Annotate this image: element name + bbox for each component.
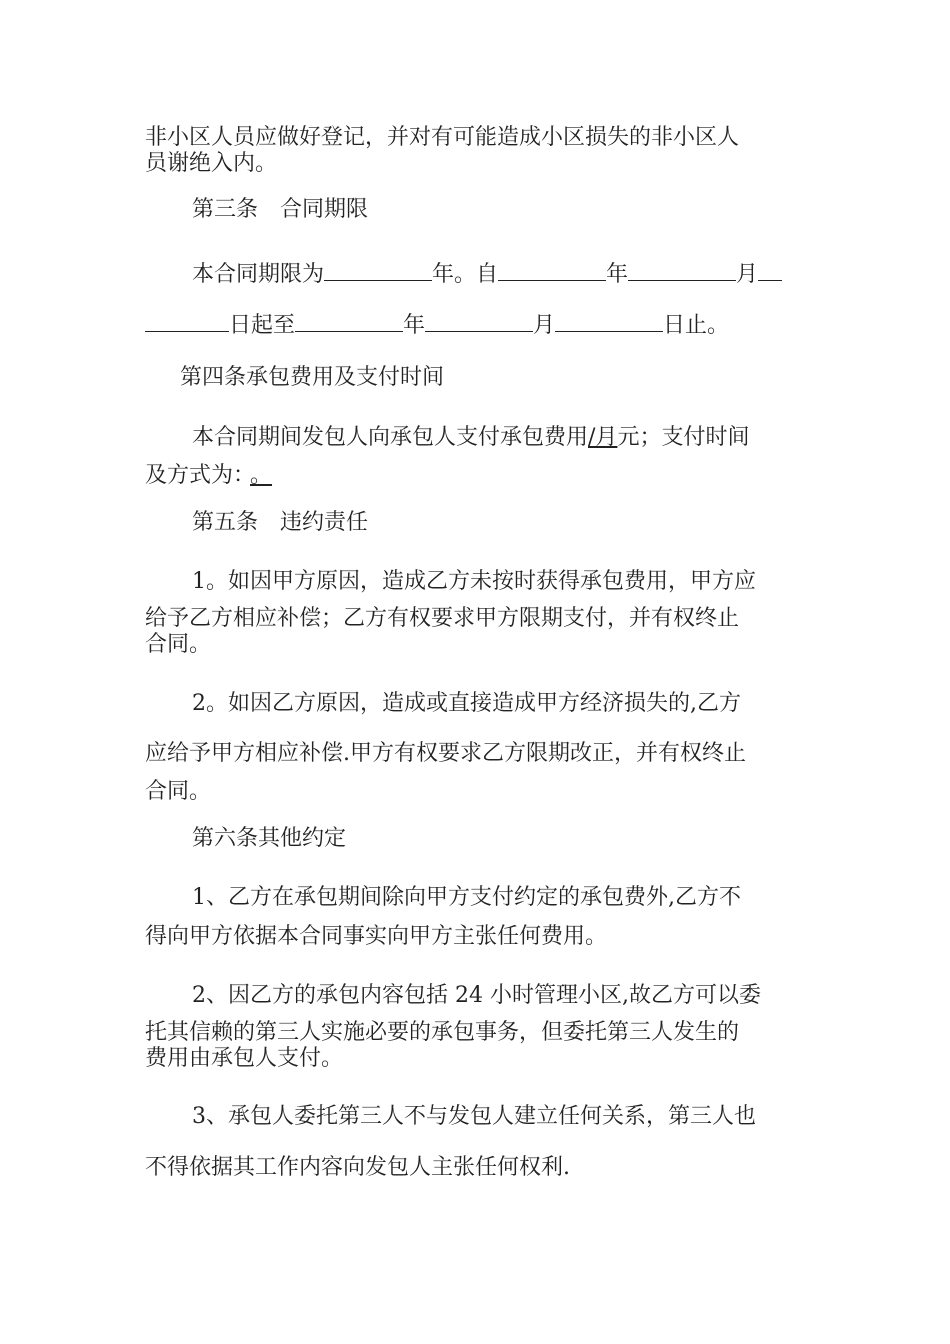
blank-field [145, 309, 229, 332]
paragraph-line: 不得依据其工作内容向发包人主张任何权利. [145, 1155, 570, 1180]
article-6-title: 第六条其他约定 [192, 826, 347, 851]
paragraph-line: 非小区人员应做好登记，并对有可能造成小区损失的非小区人 [145, 125, 740, 150]
blank-field [758, 258, 782, 281]
blank-field [295, 309, 403, 332]
paragraph-line: 给予乙方相应补偿；乙方有权要求甲方限期支付，并有权终止 [145, 606, 740, 631]
blank-field [555, 309, 663, 332]
paragraph-line: 托其信赖的第三人实施必要的承包事务，但委托第三人发生的 [145, 1020, 740, 1045]
paragraph-line: 2、因乙方的承包内容包括 24 小时管理小区,故乙方可以委 [192, 983, 761, 1008]
blank-field [628, 258, 736, 281]
article-4-title: 第四条承包费用及支付时间 [180, 365, 445, 390]
paragraph-line: 得向甲方依据本合同事实向甲方主张任何费用。 [145, 924, 608, 949]
paragraph-line: 合同。 [145, 779, 212, 804]
paragraph-line: 费用由承包人支付。 [145, 1046, 344, 1071]
paragraph-line: 员谢绝入内。 [145, 151, 278, 176]
article-3-title: 第三条 合同期限 [192, 197, 369, 222]
article-3-line-1: 本合同期限为 年。自 年 月 [192, 258, 782, 286]
paragraph-line: 2。如因乙方原因，造成或直接造成甲方经济损失的,乙方 [192, 691, 741, 716]
underlined-value: 。 [250, 463, 273, 488]
article-5-title: 第五条 违约责任 [192, 510, 369, 535]
blank-field [425, 309, 533, 332]
paragraph-line: 3、承包人委托第三人不与发包人建立任何关系，第三人也 [192, 1104, 756, 1129]
article-4-line-1: 本合同期间发包人向承包人支付承包费用/月元；支付时间 [192, 425, 750, 450]
article-4-line-2: 及方式为： 。 [145, 465, 278, 487]
underlined-value: /月 [588, 425, 618, 450]
blank-field [498, 258, 606, 281]
paragraph-line: 应给予甲方相应补偿.甲方有权要求乙方限期改正，并有权终止 [145, 741, 746, 766]
article-3-line-2: 日起至 年 月 日止。 [145, 309, 729, 337]
paragraph-line: 1、乙方在承包期间除向甲方支付约定的承包费外,乙方不 [192, 885, 741, 910]
paragraph-line: 合同。 [145, 632, 212, 657]
paragraph-line: 1。如因甲方原因，造成乙方未按时获得承包费用，甲方应 [192, 569, 756, 594]
blank-field [324, 258, 432, 281]
